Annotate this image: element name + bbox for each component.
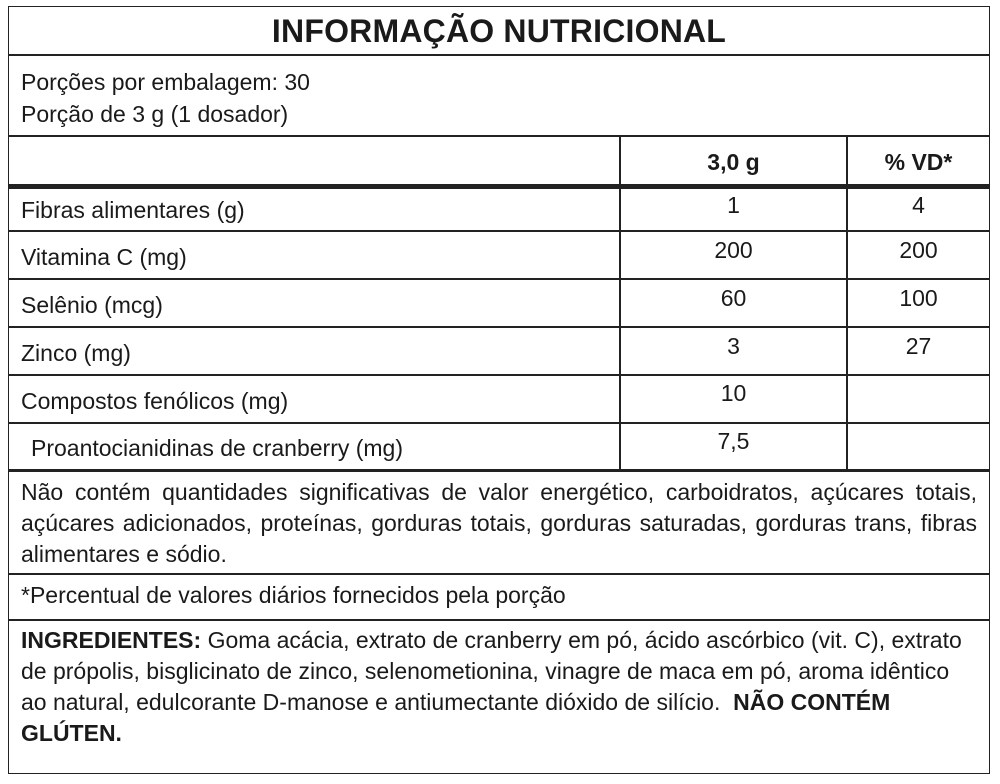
thick-divider bbox=[9, 469, 989, 472]
nutrient-name: Compostos fenólicos (mg) bbox=[21, 388, 289, 414]
nutrient-name: Fibras alimentares (g) bbox=[21, 197, 245, 223]
servings-per-package: Porções por embalagem: 30 bbox=[21, 69, 310, 95]
nutrient-dv: 200 bbox=[899, 237, 938, 263]
nutrient-dv: 27 bbox=[905, 333, 932, 359]
divider bbox=[9, 278, 989, 280]
divider bbox=[9, 230, 989, 232]
nutrient-amount: 1 bbox=[727, 192, 740, 218]
nutrient-name: Selênio (mcg) bbox=[21, 292, 163, 318]
divider bbox=[9, 619, 989, 621]
nutrient-amount: 200 bbox=[714, 237, 753, 263]
divider bbox=[9, 374, 989, 376]
nutrient-amount: 60 bbox=[720, 285, 747, 311]
label-title: INFORMAÇÃO NUTRICIONAL bbox=[271, 13, 727, 49]
column-header-dv: % VD* bbox=[884, 149, 953, 175]
divider bbox=[9, 326, 989, 328]
serving-size: Porção de 3 g (1 dosador) bbox=[21, 101, 289, 127]
divider bbox=[9, 573, 989, 575]
nutrient-dv: 4 bbox=[912, 192, 925, 218]
gluten-warning: NÃO CONTÉM GLÚTEN. bbox=[21, 689, 891, 746]
nutrient-amount: 7,5 bbox=[717, 428, 750, 454]
divider bbox=[9, 54, 989, 56]
divider bbox=[9, 135, 989, 137]
nutrition-facts-label bbox=[8, 6, 990, 774]
not-significant-note: Não contém quantidades significativas de valor energético, carboidratos, açúcares totais, açúcares adicionados, proteínas, gorduras totais, gorduras saturadas, gorduras trans, fibras alimentares e sódio. bbox=[21, 479, 977, 567]
column-header-amount: 3,0 g bbox=[707, 149, 760, 175]
nutrient-name: Proantocianidinas de cranberry (mg) bbox=[31, 435, 404, 461]
nutrient-name: Vitamina C (mg) bbox=[21, 244, 187, 270]
nutrient-amount: 3 bbox=[727, 333, 740, 359]
ingredients-heading: INGREDIENTES: bbox=[21, 627, 202, 653]
divider bbox=[9, 422, 989, 424]
nutrient-amount: 10 bbox=[720, 380, 747, 406]
ingredients-list: Goma acácia, extrato de cranberry em pó, ácido ascórbico (vit. C), extrato de própolis, bisglicinato de zinco, selenometionina, vinagre de maca em pó, aroma idêntico ao natural, edulcorante D-manose e antiumectante dióxido de silício. bbox=[21, 627, 962, 715]
nutrient-dv: 100 bbox=[899, 285, 938, 311]
dv-footnote: *Percentual de valores diários fornecidos pela porção bbox=[21, 582, 566, 608]
nutrient-name: Zinco (mg) bbox=[21, 340, 131, 366]
ingredients-block bbox=[21, 625, 977, 749]
thick-divider bbox=[9, 184, 989, 189]
